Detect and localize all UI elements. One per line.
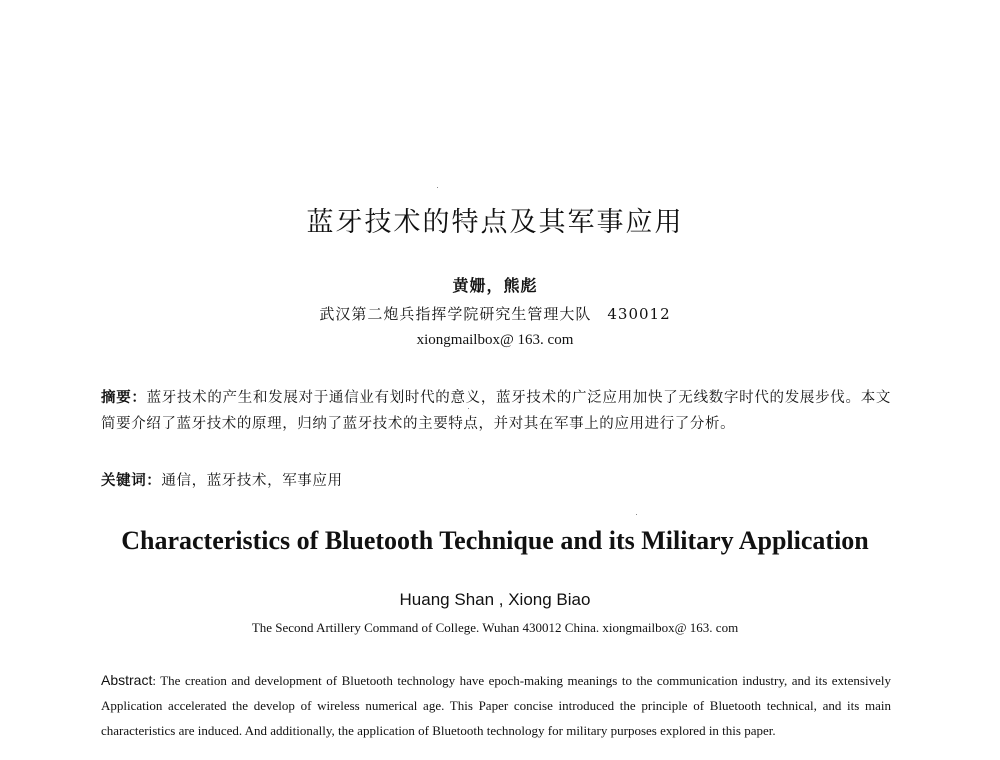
chinese-abstract-text: 蓝牙技术的产生和发展对于通信业有划时代的意义，蓝牙技术的广泛应用加快了无线数字时代的发展步伐。本文简要介绍了蓝牙技术的原理，归纳了蓝牙技术的主要特点，并对其在军事上的应用进行了分析。 <box>101 390 891 432</box>
english-abstract-text: : The creation and development of Bluetooth technology have epoch-making meanings to the communication industry, and its extensively Application accelerated the develop of wireless numerical age. This Paper concise introduced the principle of Bluetooth technical, and its main characteristics are induced. And additionally, the application of Bluetooth technology for military purposes explored in this paper. <box>101 673 891 738</box>
chinese-abstract <box>101 385 891 437</box>
chinese-keywords-text: 通信，蓝牙技术，军事应用 <box>161 473 343 489</box>
english-title: Characteristics of Bluetooth Technique and its Military Application <box>121 526 869 555</box>
english-authors: Huang Shan , Xiong Biao <box>399 590 591 609</box>
english-abstract-label: Abstract <box>101 672 153 688</box>
chinese-email: xiongmailbox@ 163. com <box>416 332 574 348</box>
chinese-keywords <box>101 469 891 490</box>
scan-speck <box>437 187 438 188</box>
scan-speck <box>636 514 637 515</box>
chinese-affiliation: 武汉第二炮兵指挥学院研究生管理大队 430012 <box>319 305 671 323</box>
chinese-authors: 黄姗，熊彪 <box>452 276 538 295</box>
english-affiliation: The Second Artillery Command of College. Wuhan 430012 China. xiongmailbox@ 163. com <box>251 620 739 635</box>
chinese-keywords-label: 关键词： <box>101 473 162 489</box>
chinese-abstract-label: 摘要： <box>101 390 147 406</box>
chinese-title: 蓝牙技术的特点及其军事应用 <box>306 207 684 238</box>
english-abstract <box>101 668 891 743</box>
